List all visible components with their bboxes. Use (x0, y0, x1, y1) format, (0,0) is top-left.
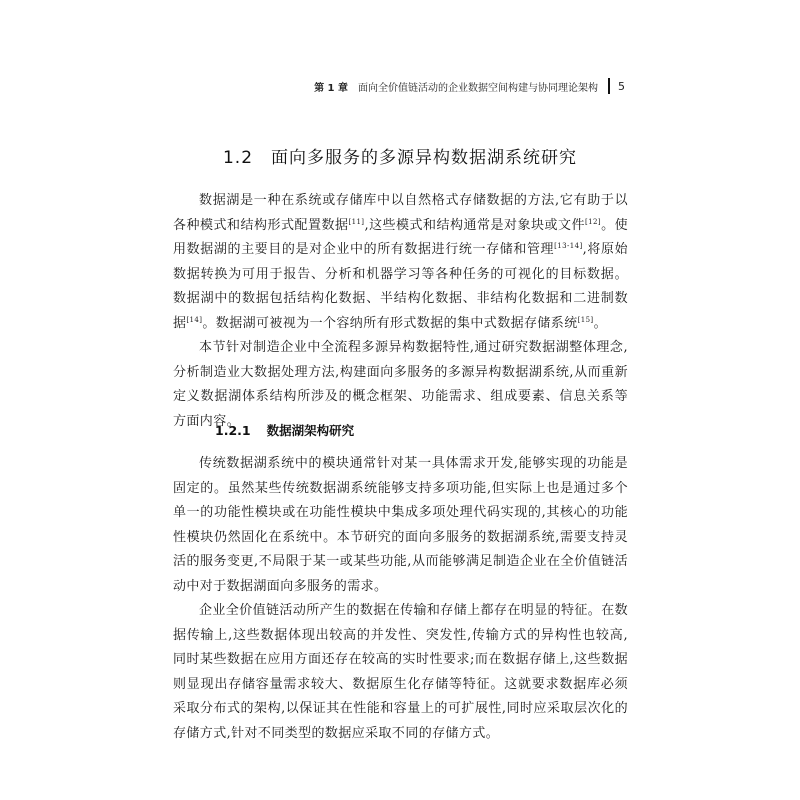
paragraph-2: 本节针对制造企业中全流程多源异构数据特性,通过研究数据湖整体理念,分析制造业大数据处理方法,构建面向多服务的多源异构数据湖系统,从而重新定义数据湖体系结构所涉及的概念框架、功能需求、组成要素、信息关系等方面内容。 (173, 340, 628, 429)
citation-ref: [11] (348, 217, 365, 226)
section-title: 面向多服务的多源异构数据湖系统研究 (271, 148, 578, 168)
paragraph-4: 企业全价值链活动所产生的数据在传输和存储上都存在明显的特征。在数据传输上,这些数据体现出较高的并发性、突发性,传输方式的异构性也较高,同时某些数据在应用方面还存在较高的实时性要求;而在数据存储上,这些数据则显现出存储容量需求较大、数据原生化存储等特征。这就要求数据库必须采取分布式的架构,以保证其在性能和容量上的可扩展性,同时应采取层次化的存储方式,针对不同类型的数据应采取不同的存储方式。 (173, 603, 628, 741)
subsection-title: 数据湖架构研究 (266, 423, 355, 438)
section-heading (0, 143, 800, 168)
chapter-label: 第 1 章 (314, 82, 348, 94)
chapter-title: 面向全价值链活动的企业数据空间构建与协同理论架构 (358, 82, 598, 94)
paragraph-1-text-b: ,这些模式和结构通常是对象块或文件 (364, 217, 586, 233)
paragraph-1-text-c: 。使用数据湖的主要目的是对企业中的所有数据进行统一存储和管理 (173, 217, 628, 257)
citation-ref: [15] (577, 315, 594, 324)
section-number: 1.2 (222, 148, 254, 168)
subsection-body (173, 452, 628, 746)
subsection-number: 1.2.1 (215, 423, 251, 438)
paragraph-1 (173, 189, 628, 336)
paragraph-1-text-f: 。 (593, 315, 607, 331)
citation-ref: [13-14] (554, 242, 583, 250)
paragraph-3: 传统数据湖系统中的模块通常针对某一具体需求开发,能够实现的功能是固定的。虽然某些传统数据湖系统能够支持多项功能,但实际上也是通过多个单一的功能性模块或在功能性模块中集成多项处理代码实现的,其核心的功能性模块仍然固化在系统中。本节研究的面向多服务的数据湖系统,需要支持灵活的服务变更,不局限于某一或某些功能,从而能够满足制造企业在全价值链活动中对于数据湖面向多服务的需求。 (173, 456, 628, 594)
paragraph-1-text-d: ,将原始数据转换为可用于报告、分析和机器学习等各种任务的可视化的目标数据。数据湖中的数据包括结构化数据、半结构化数据、非结构化数据和二进制数据 (173, 242, 628, 331)
paragraph-1-text-e: 。数据湖可被视为一个容纳所有形式数据的集中式数据存储系统 (202, 315, 578, 331)
header-divider (608, 78, 610, 94)
citation-ref: [12] (585, 217, 601, 226)
section-body (173, 189, 628, 434)
subsection-heading (215, 421, 354, 439)
running-header (175, 75, 625, 97)
page-number: 5 (618, 79, 625, 93)
citation-ref: [14] (186, 315, 203, 324)
paragraph-1-text-a: 数据湖是一种在系统或存储库中以自然格式存储数据的方法,它有助于以各种模式和结构形式配置数据 (173, 193, 628, 233)
